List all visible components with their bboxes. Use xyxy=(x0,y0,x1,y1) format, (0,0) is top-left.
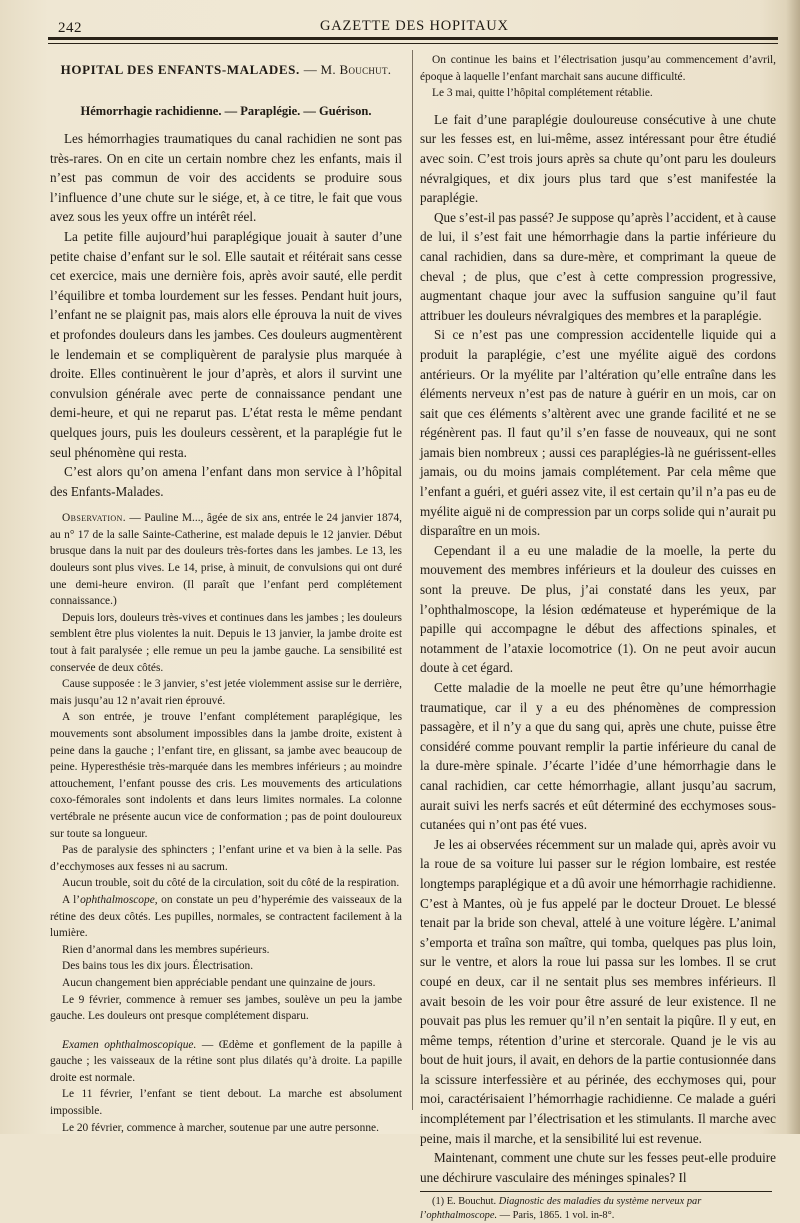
paragraph: Que s’est-il pas passé? Je suppose qu’après l’accident, et à cause de lui, il s’est fait une hémorrhagie dans la partie inférieure du canal rachidien, dans sa dure-mère, et comprimant la queue de cheval ; de plus, que c’est à cette compression progressive, augmentant chaque jour avec la suffusion sanguine qu’il faut attribuer les douleurs névralgiques des membres et la paraplégie. xyxy=(420,209,776,323)
paragraph: Maintenant, comment une chute sur les fesses peut-elle produire une déchirure vasculaire des méninges spinales? Il xyxy=(420,1150,776,1185)
observation-line: Rien d’anormal dans les membres supérieurs. xyxy=(62,943,270,956)
paragraph: Cette maladie de la moelle ne peut être qu’une hémorrhagie traumatique, car il y a eu des phénomènes de compression passagère, et il n’y a que du sang qui, après une chute, puisse être considéré comme pouvant remplir la partie inférieure du canal de la dure-mère spinale. J’écarte l’idée d’une hémorrhagie dans le canal rachidien, car cette hémorrhagie, allant jusqu’au sacrum, aurait suivi les nerfs sacrés et eût déterminé des ecchymoses sous-cutanées qui n’ont pas été vues. xyxy=(420,680,776,833)
article-subject: Hémorrhagie rachidienne. — Paraplégie. — Guérison. xyxy=(80,104,372,118)
column-divider xyxy=(412,50,413,1110)
observation-line: Depuis lors, douleurs très-vives et continues dans les jambes ; les douleurs semblent être plus violentes la nuit. Depuis le 13 janvier, la jambe droite est tout à fait paralysée ; elle remue un peu la jambe gauche. La sensibilité est conservée de deux côtés. xyxy=(50,611,402,674)
observation-line xyxy=(50,1037,402,1087)
text-fragment: on constate un peu d’hyperémie des vaisseaux de la rétine des deux côtés. Les pupilles, normales, se contractent facilement à la lumière. xyxy=(50,893,402,940)
hospital-heading xyxy=(50,62,402,78)
observation-line: Aucun changement bien appréciable pendant une quinzaine de jours. xyxy=(62,976,376,989)
observation-paragraph xyxy=(50,510,402,610)
observation-label: Observation. xyxy=(62,512,126,525)
hospital-name: HOPITAL DES ENFANTS-MALADES. xyxy=(60,62,300,77)
observation-line: Le 9 février, commence à remuer ses jambes, soulève un peu la jambe gauche. Les douleurs ont presque complétement disparu. xyxy=(50,993,402,1023)
left-column xyxy=(50,52,402,1136)
observation-line: Le 11 février, l’enfant se tient debout. La marche est absolument impossible. xyxy=(50,1088,402,1118)
text-fragment: A l’ xyxy=(62,893,81,906)
footnote-ref: (1) E. Bouchut. xyxy=(432,1196,497,1208)
page-number: 242 xyxy=(58,20,82,36)
observation-line: Le 20 février, commence à marcher, soutenue par une autre personne. xyxy=(62,1121,379,1134)
exam-heading: Examen ophthalmoscopique. xyxy=(62,1038,197,1051)
observation-line: Cause supposée : le 3 janvier, s’est jetée violemment assise sur le derrière, mais jusqu’au 12 n’avait rien éprouvé. xyxy=(50,678,402,707)
footnote-pub: — Paris, 1865. 1 vol. in-8°. xyxy=(497,1210,615,1222)
paragraph: La petite fille aujourd’hui paraplégique jouait à sauter d’une petite chaise d’enfant sur le sol. Elle sautait et réitérait sans cesse cet exercice, mais une dernière fois, après avoir sauté, elle perdit l’équilibre et tomba lourdement sur les fesses. Pendant huit jours, l’enfant ne se plaignit pas, mais alors elle éprouva la nuit de vives et profondes douleurs dans les jambes. Ces douleurs augmentèrent le lendemain et se compliquèrent de paralysie plus marquée à droite. Elles continuèrent le jour d’après, et alors il survint une convulsion générale avec perte de connaissance pendant une demi-heure, et qui ne reparut pas. L’état resta le même pendant quelques jours, puis les douleurs cessèrent, et la paraplégie fut le seul phénomène qui resta. xyxy=(50,228,402,460)
paragraph: Si ce n’est pas une compression accidentelle liquide qui a produit la paraplégie, c’est une myélite aiguë des cordons antérieurs. Or la myélite par l’altération qu’elle entraîne dans les éléments nerveux n’est pas de nature à guérir en un mois, car on sait que ces éléments s’altèrent avec une grande facilité et ne se régénèrent pas. Il faut qu’il s’en fasse de nouveaux, qui ne sont jamais bien nombreux ; aussi ces paraplégies-là ne guérissent-elles jamais, ou du moins jamais complétement. Par cela même que l’enfant a guéri, et guéri assez vite, il est certain qu’il n’a pas eu de myélite aiguë ni de compression par un corps solide qui n’aurait pu disparaître en un mois. xyxy=(420,327,776,539)
footnote xyxy=(420,1195,776,1223)
header-rule-thin xyxy=(48,43,778,44)
observation-line: Aucun trouble, soit du côté de la circulation, soit du côté de la respiration. xyxy=(62,877,400,890)
observation-line: Pas de paralysie des sphincters ; l’enfant urine et va bien à la selle. Pas d’ecchymoses aux fesses ni au sacrum. xyxy=(50,844,402,873)
observation-line: Le 3 mai, quitte l’hôpital complétement rétablie. xyxy=(432,87,653,100)
paragraph: C’est alors qu’on amena l’enfant dans mon service à l’hôpital des Enfants-Malades. xyxy=(50,464,402,499)
page-edge-shadow xyxy=(786,0,800,1134)
observation-line: Des bains tous les dix jours. Électrisation. xyxy=(62,960,254,973)
paragraph: Cependant il a eu une maladie de la moelle, la perte du mouvement des membres inférieurs et la douleur des cuisses en sont la preuve. De plus, j’ai constaté dans les yeux, par l’ophthalmoscope, la lésion œdémateuse et hyperémique de la papille qui accompagne le début des affections spinales, et notamment de l’ataxie locomotrice (1). On ne peut avoir aucun doute à cet égard. xyxy=(420,542,776,676)
paragraph: Le fait d’une paraplégie douloureuse consécutive à une chute sur les fesses est, en lui-même, assez intéressant pour être étudié avec soin. C’est trois jours après sa chute qu’ont paru les douleurs névralgiques, et dix jours plus tard que s’est manifestée la paraplégie. xyxy=(420,111,776,206)
right-column xyxy=(420,52,776,1223)
paragraph: Je les ai observées récemment sur un malade qui, après avoir vu la roue de sa voiture lui passer sur le région lombaire, est restée longtemps paraplégique et a dû avoir une hémorrhagie rachidienne. C’est à Mantes, où je fus appelé par le docteur Drouet. Le blessé tenait par la bride son cheval, attelé à une voiture légère. L’animal s’emporta et traîna son maître, qui tomba, quelques pas plus loin, sur le ventre, et alors la roue lui passa sur les lombes. Il se crut coupé en deux, car il ne sentait plus ses membres inférieurs. Il avait besoin de les voir pour être assuré de leur existence. Il ne pouvait pas plus les remuer qu’il n’en sentait la piqûre. Il y eut, en même temps, rétention d’urine et stercorale. Quand je le vis au bout de huit jours, il avait, en dehors de la partie contusionnée dans la scissure interfessière et au périnée, des ecchymoses qui, pour moi, caractérisaient l’hémorrhagie rachidienne. Ce malade a guéri incomplétement par l’électrisation et les stimulants. Il marche avec peine, mais il marche, et la sensibilité lui est revenue. xyxy=(420,836,776,1146)
header-rule-thick xyxy=(48,37,778,40)
journal-title: GAZETTE DES HOPITAUX xyxy=(320,18,509,34)
paragraph: Les hémorrhagies traumatiques du canal rachidien ne sont pas très-rares. On en cite un certain nombre chez les enfants, mais il n’est pas commun de voir des accidents se produire sous l’influence d’une chute sur le siége, et, à ce titre, le fait que vous avez sous les yeux offre un intérêt réel. xyxy=(50,131,402,225)
observation-line: On continue les bains et l’électrisation jusqu’au commencement d’avril, époque à laquelle l’enfant marchait sans aucune difficulté. xyxy=(420,54,776,83)
observation-text: — Pauline M..., âgée de six ans, entrée le 24 janvier 1874, au n° 17 de la salle Sainte-Catherine, est malade depuis le 12 janvier. Début brusque dans la nuit par des douleurs très-fortes dans les jambes. Le 13, les douleurs sont plus vives. Le 14, prise, à minuit, de convulsions qui ont duré une demi-heure environ. (Il paraît que l’enfant perd complétement connaissance.) xyxy=(50,512,402,608)
author-name: — M. Bouchut. xyxy=(303,62,392,77)
footnote-title: Diagnostic des maladies du système nerveux par l’ophthalmoscope. xyxy=(420,1196,702,1222)
text-fragment: — Œdème et gonflement de la papille à gauche ; les vaisseaux de la rétine sont plus dilatés qu’à droite. La papille droite est normale. xyxy=(50,1038,402,1084)
footnote-separator xyxy=(420,1191,772,1192)
observation-line xyxy=(50,892,402,942)
observation-line: A son entrée, je trouve l’enfant complétement paraplégique, les mouvements sont absolument impossibles dans la jambe droite, existent à peine dans la gauche ; l’enfant tire, en glissant, sa jambe avec beaucoup de peine. Hyperesthésie très-marquée dans les membres inférieurs ; au moindre attouchement, l’enfant pousse des cris. Les mouvements des articulations coxo-fémorales sont indolents et dans leurs limites normales. La colonne vertébrale ne présente aucun vice de conformation ; pas de point douloureux sur toute sa longueur. xyxy=(50,711,402,840)
ophthalmoscope-term: ophthalmoscope, xyxy=(80,893,158,906)
